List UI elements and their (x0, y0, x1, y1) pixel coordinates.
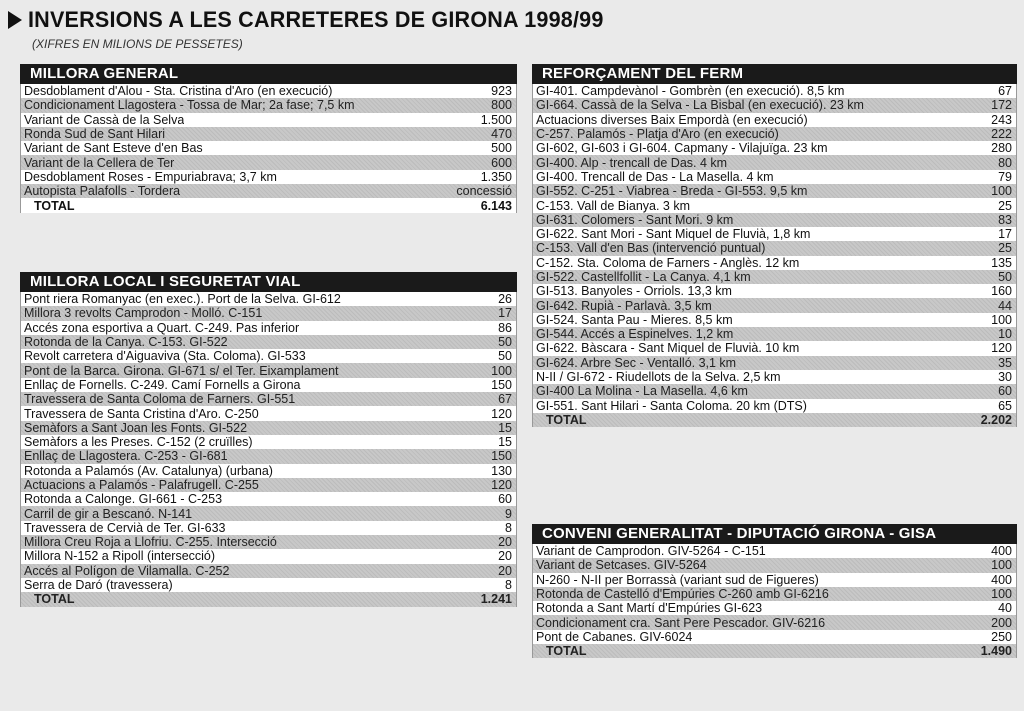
row-label: GI-400. Trencall de Das - La Masella. 4 km (536, 169, 774, 184)
row-label: Accés al Polígon de Vilamalla. C-252 (24, 563, 230, 578)
row-label: Millora N-152 a Ripoll (intersecció) (24, 549, 216, 564)
row-value: 8 (505, 520, 512, 535)
row-label: N-II / GI-672 - Riudellots de la Selva. 2,5 km (536, 370, 781, 385)
table-row (533, 141, 1016, 155)
table-row (21, 449, 516, 463)
row-label: Variant de Cassà de la Selva (24, 112, 185, 127)
section-rows (532, 544, 1017, 658)
row-label: GI-602, GI-603 i GI-604. Capmany - Vilajuïga. 23 km (536, 141, 828, 156)
row-label: GI-664. Cassà de la Selva - La Bisbal (en execució). 23 km (536, 98, 864, 113)
row-label: Semàfors a les Preses. C-152 (2 cruïlles) (24, 435, 253, 450)
row-value: 243 (991, 112, 1012, 127)
table-row (21, 170, 516, 184)
table-row (533, 341, 1016, 355)
table-row (21, 421, 516, 435)
table-row (21, 478, 516, 492)
row-label: C-152. Sta. Coloma de Farners - Anglès. 12 km (536, 255, 800, 270)
table-row (21, 127, 516, 141)
row-label: Accés zona esportiva a Quart. C-249. Pas inferior (24, 320, 300, 335)
table-row (533, 170, 1016, 184)
row-label: GI-622. Bàscara - Sant Miquel de Fluvià. 10 km (536, 341, 800, 356)
row-value: 50 (998, 270, 1012, 284)
row-label: Rotonda a Calonge. GI-661 - C-253 (24, 492, 223, 507)
row-value: 470 (491, 127, 512, 142)
section-millora-general (20, 64, 517, 213)
row-label: Travessera de Cervià de Ter. GI-633 (24, 520, 226, 535)
section-heading: MILLORA GENERAL (20, 64, 517, 84)
row-value: 100 (991, 312, 1012, 327)
row-value: 280 (991, 141, 1012, 156)
row-label: GI-552. C-251 - Viabrea - Breda - GI-553. 9,5 km (536, 184, 808, 199)
table-row (533, 313, 1016, 327)
total-row (533, 644, 1016, 658)
row-value: 17 (998, 227, 1012, 242)
row-label: Condicionament cra. Sant Pere Pescador. GIV-6216 (536, 615, 826, 630)
row-label: Variant de Sant Esteve d'en Bas (24, 141, 203, 156)
row-value: 17 (498, 306, 512, 321)
row-value: 1.350 (480, 169, 512, 184)
row-label: GI-522. Castellfollit - La Canya. 4,1 km (536, 270, 751, 284)
table-row (21, 292, 516, 306)
table-row (533, 184, 1016, 198)
page-title (8, 6, 615, 34)
row-label: C-257. Palamós - Platja d'Aro (en execució) (536, 127, 779, 142)
table-row (533, 615, 1016, 629)
row-label: Rotonda a Sant Martí d'Empúries GI-623 (536, 601, 763, 616)
table-row (21, 392, 516, 406)
table-row (21, 506, 516, 520)
row-value: 923 (491, 84, 512, 99)
row-value: 600 (491, 155, 512, 170)
row-value: 20 (498, 535, 512, 550)
row-label: GI-642. Rupià - Parlavà. 3,5 km (536, 298, 712, 313)
row-value: 60 (498, 492, 512, 507)
table-row (533, 298, 1016, 312)
row-value: 150 (491, 377, 512, 392)
table-row (21, 155, 516, 169)
table-row (533, 601, 1016, 615)
table-row (533, 356, 1016, 370)
table-row (21, 464, 516, 478)
table-row (533, 399, 1016, 413)
table-row (21, 564, 516, 578)
row-label: Actuacions a Palamós - Palafrugell. C-255 (24, 478, 259, 492)
table-row (533, 630, 1016, 644)
row-value: 100 (991, 558, 1012, 573)
row-value: 150 (491, 449, 512, 464)
table-row (533, 127, 1016, 141)
total-value: 1.490 (980, 644, 1012, 659)
row-value: 800 (491, 98, 512, 113)
row-value: 40 (998, 601, 1012, 616)
row-label: Semàfors a Sant Joan les Fonts. GI-522 (24, 420, 248, 435)
row-label: Travessera de Santa Coloma de Farners. GI-551 (24, 392, 296, 407)
table-row (21, 363, 516, 377)
total-label: TOTAL (546, 412, 587, 427)
table-row (21, 549, 516, 563)
table-row (533, 84, 1016, 98)
total-label: TOTAL (34, 592, 75, 607)
row-label: Pont riera Romanyac (en exec.). Port de la Selva. GI-612 (24, 292, 341, 307)
page-title-text: INVERSIONS A LES CARRETERES DE GIRONA 1998/99 (28, 7, 604, 32)
total-row (21, 592, 516, 606)
total-label: TOTAL (546, 644, 587, 659)
row-value: 400 (991, 572, 1012, 587)
row-value: 35 (998, 355, 1012, 370)
table-row (533, 155, 1016, 169)
row-label: Rotonda de la Canya. C-153. GI-522 (24, 335, 228, 350)
row-value: 172 (991, 98, 1012, 113)
table-row (533, 370, 1016, 384)
row-value: 20 (498, 549, 512, 564)
table-row (533, 573, 1016, 587)
table-row (533, 384, 1016, 398)
table-row (21, 492, 516, 506)
table-row (533, 284, 1016, 298)
row-label: GI-401. Campdevànol - Gombrèn (en execució). 8,5 km (536, 84, 845, 99)
table-row (533, 587, 1016, 601)
row-value: 1.500 (480, 112, 512, 127)
row-label: Condicionament Llagostera - Tossa de Mar; 2a fase; 7,5 km (24, 98, 355, 113)
row-label: GI-551. Sant Hilari - Santa Coloma. 20 km (DTS) (536, 398, 807, 413)
section-conveni (532, 524, 1017, 658)
row-label: Revolt carretera d'Aiguaviva (Sta. Coloma). GI-533 (24, 349, 306, 364)
row-value: 67 (998, 84, 1012, 99)
table-row (21, 98, 516, 112)
row-label: GI-624. Arbre Sec - Ventalló. 3,1 km (536, 355, 737, 370)
row-label: GI-631. Colomers - Sant Mori. 9 km (536, 212, 734, 227)
row-label: N-260 - N-II per Borrassà (variant sud de Figueres) (536, 572, 819, 587)
row-value: 25 (998, 198, 1012, 213)
row-value: 500 (491, 141, 512, 156)
table-row (533, 558, 1016, 572)
table-row (21, 406, 516, 420)
row-label: Rotonda de Castelló d'Empúries C-260 amb GI-6216 (536, 587, 829, 602)
table-row (533, 98, 1016, 112)
section-millora-local (20, 272, 517, 607)
section-rows (20, 84, 517, 213)
row-label: Variant de la Cellera de Ter (24, 155, 175, 170)
table-row (21, 349, 516, 363)
arrow-icon (8, 11, 22, 29)
row-label: Ronda Sud de Sant Hilari (24, 127, 166, 142)
row-label: Actuacions diverses Baix Empordà (en execució) (536, 112, 808, 127)
row-value: 79 (998, 169, 1012, 184)
row-value: 200 (991, 615, 1012, 630)
table-row (533, 241, 1016, 255)
total-value: 2.202 (980, 412, 1012, 427)
row-label: Autopista Palafolls - Tordera (24, 184, 181, 199)
row-value: 100 (491, 363, 512, 378)
row-value: 135 (991, 255, 1012, 270)
table-row (21, 141, 516, 155)
table-row (21, 578, 516, 592)
row-value: 10 (998, 327, 1012, 342)
row-value: 60 (998, 384, 1012, 399)
row-label: GI-513. Banyoles - Orriols. 13,3 km (536, 284, 732, 299)
row-label: GI-400 La Molina - La Masella. 4,6 km (536, 384, 748, 399)
table-row (21, 321, 516, 335)
section-heading: CONVENI GENERALITAT - DIPUTACIÓ GIRONA - GISA (532, 524, 1017, 544)
table-row (21, 435, 516, 449)
row-label: GI-544. Accés a Espinelves. 1,2 km (536, 327, 734, 342)
row-value: 25 (998, 241, 1012, 256)
row-label: C-153. Vall de Bianya. 3 km (536, 198, 691, 213)
row-label: C-153. Vall d'en Bas (intervenció puntual) (536, 241, 766, 256)
row-label: Pont de Cabanes. GIV-6024 (536, 629, 693, 644)
table-row (533, 270, 1016, 284)
row-value: 250 (991, 629, 1012, 644)
row-value: 120 (491, 478, 512, 492)
row-value: 65 (998, 398, 1012, 413)
row-value: 100 (991, 184, 1012, 199)
row-label: Millora 3 revolts Camprodon - Molló. C-151 (24, 306, 263, 321)
row-label: Rotonda a Palamós (Av. Catalunya) (urbana) (24, 463, 273, 478)
row-value: 80 (998, 155, 1012, 170)
row-label: Serra de Daró (travessera) (24, 578, 173, 593)
row-value: concessió (456, 184, 512, 199)
table-row (533, 113, 1016, 127)
row-value: 120 (491, 406, 512, 421)
row-label: Variant de Camprodon. GIV-5264 - C-151 (536, 544, 766, 559)
row-label: Variant de Setcases. GIV-5264 (536, 558, 707, 573)
table-row (21, 335, 516, 349)
section-heading: REFORÇAMENT DEL FERM (532, 64, 1017, 84)
table-row (533, 227, 1016, 241)
row-value: 100 (991, 587, 1012, 602)
total-row (533, 413, 1016, 427)
total-label: TOTAL (34, 198, 75, 213)
row-label: Millora Creu Roja a Llofriu. C-255. Intersecció (24, 535, 277, 550)
table-row (21, 535, 516, 549)
table-row (533, 544, 1016, 558)
total-row (21, 198, 516, 212)
table-row (533, 327, 1016, 341)
table-row (533, 198, 1016, 212)
row-value: 120 (991, 341, 1012, 356)
section-heading: MILLORA LOCAL I SEGURETAT VIAL (20, 272, 517, 292)
row-value: 130 (491, 463, 512, 478)
row-value: 15 (498, 420, 512, 435)
table-row (533, 256, 1016, 270)
row-label: Enllaç de Llagostera. C-253 - GI-681 (24, 449, 228, 464)
row-label: GI-622. Sant Mori - Sant Miquel de Fluvià, 1,8 km (536, 227, 811, 242)
table-row (21, 378, 516, 392)
row-label: GI-524. Santa Pau - Mieres. 8,5 km (536, 312, 733, 327)
row-label: Desdoblament Roses - Empuriabrava; 3,7 km (24, 169, 277, 184)
row-label: Desdoblament d'Alou - Sta. Cristina d'Aro (en execució) (24, 84, 333, 99)
section-reforcament (532, 64, 1017, 427)
row-value: 86 (498, 320, 512, 335)
section-rows (20, 292, 517, 607)
row-value: 222 (991, 127, 1012, 142)
row-value: 15 (498, 435, 512, 450)
row-value: 9 (505, 506, 512, 521)
total-value: 1.241 (480, 592, 512, 607)
row-label: Travessera de Santa Cristina d'Aro. C-250 (24, 406, 259, 421)
row-value: 160 (991, 284, 1012, 299)
row-value: 400 (991, 544, 1012, 559)
row-value: 26 (498, 292, 512, 307)
row-value: 44 (998, 298, 1012, 313)
row-label: Carril de gir a Bescanó. N-141 (24, 506, 193, 521)
page-subtitle: (XIFRES EN MILIONS DE PESSETES) (32, 37, 243, 51)
table-row (21, 84, 516, 98)
row-value: 50 (498, 335, 512, 350)
table-row (21, 113, 516, 127)
row-value: 8 (505, 578, 512, 593)
row-label: GI-400. Alp - trencall de Das. 4 km (536, 155, 728, 170)
total-value: 6.143 (480, 198, 512, 213)
row-value: 30 (998, 370, 1012, 385)
row-value: 20 (498, 563, 512, 578)
table-row (21, 306, 516, 320)
table-row (533, 213, 1016, 227)
table-row (21, 184, 516, 198)
row-label: Pont de la Barca. Girona. GI-671 s/ el Ter. Eixamplament (24, 363, 339, 378)
table-row (21, 521, 516, 535)
row-value: 50 (498, 349, 512, 364)
section-rows (532, 84, 1017, 427)
row-value: 83 (998, 212, 1012, 227)
row-value: 67 (498, 392, 512, 407)
row-label: Enllaç de Fornells. C-249. Camí Fornells a Girona (24, 377, 301, 392)
